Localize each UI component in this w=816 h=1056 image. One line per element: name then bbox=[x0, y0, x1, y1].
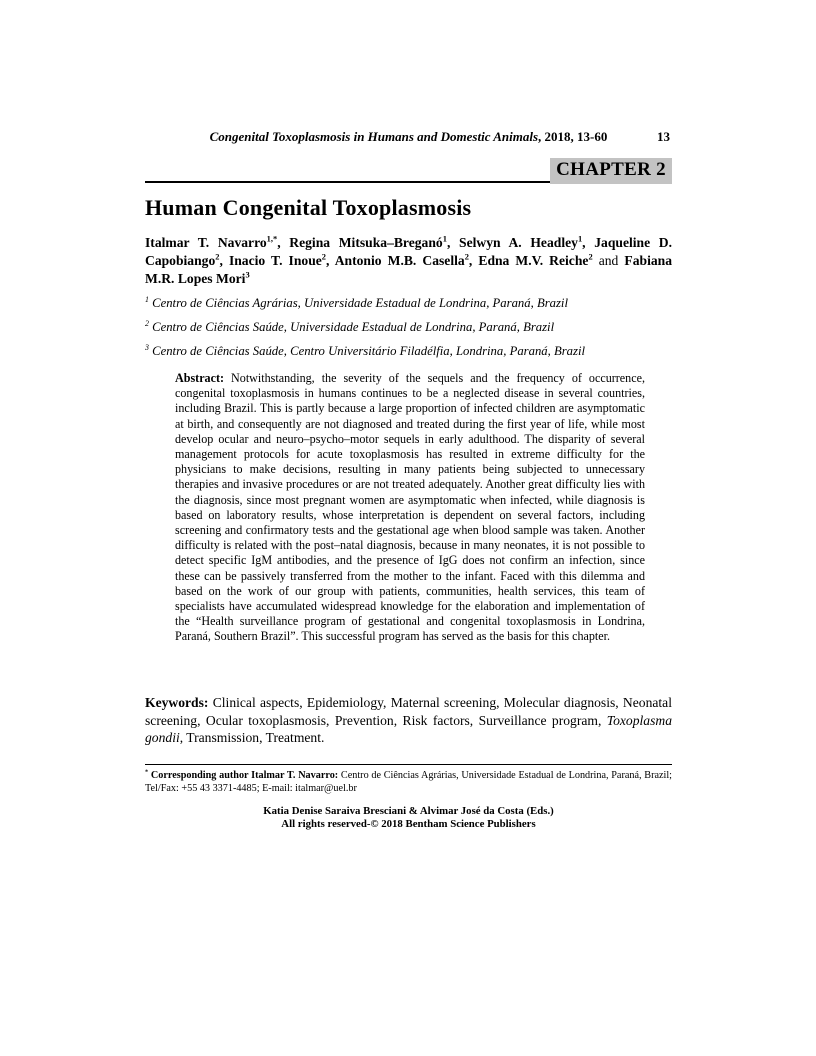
author-affiliation-sup: 3 bbox=[245, 269, 250, 280]
keywords-italic-term: Toxoplasma gondii bbox=[145, 712, 672, 746]
running-head bbox=[145, 129, 672, 145]
affiliation-sup: 1 bbox=[145, 294, 149, 304]
affiliation-sup: 2 bbox=[145, 318, 149, 328]
keywords-part2: , Transmission, Treatment. bbox=[179, 730, 325, 746]
affiliations bbox=[145, 291, 672, 363]
affiliation-line: $^2$ Centro de Ciências Saúde, Universidade Estadual de Londrina, Paraná, Brazil bbox=[145, 318, 555, 334]
author-name: Antonio M.B. Casella bbox=[334, 253, 465, 268]
author-affiliation-sup: 1,* bbox=[266, 233, 278, 244]
authors-line: Italmar T. Navarro$^{1,*}$, Regina Mitsuka–Breganó$^1$, Selwyn A. Headley$^1$, Jaqueline D. Capobiango$^2$, Inacio T. Inoue$^2$, Antonio M.B. Casella$^2$, Edna M.V. Reiche$^2$ and Fabiana M.R. Lopes Mori$^3$ bbox=[145, 233, 673, 286]
page-number: 13 bbox=[657, 129, 670, 144]
header-rule bbox=[145, 155, 672, 183]
author-affiliation-sup: 2 bbox=[321, 251, 327, 262]
footnote-marker: * bbox=[145, 768, 149, 776]
author-affiliation-sup: 2 bbox=[215, 251, 220, 262]
author-name: Selwyn A. Headley bbox=[459, 235, 578, 250]
authors-and-word: and bbox=[592, 253, 625, 268]
author-name: Jaqueline D. Capobiango bbox=[145, 235, 673, 268]
author-name: Edna M.V. Reiche bbox=[478, 253, 589, 268]
author-name: Italmar T. Navarro bbox=[145, 235, 267, 250]
author-affiliation-sup: 2 bbox=[588, 251, 593, 262]
author-affiliation-sup: 1 bbox=[577, 233, 583, 244]
author-name: Fabiana M.R. Lopes Mori bbox=[145, 253, 673, 286]
chapter-title: Human Congenital Toxoplasmosis bbox=[145, 195, 472, 220]
keywords-label: Keywords: bbox=[145, 695, 209, 710]
author-name: Regina Mitsuka–Breganó bbox=[289, 235, 443, 250]
page-content bbox=[145, 0, 672, 1056]
footnote-rule bbox=[145, 764, 672, 765]
abstract bbox=[175, 371, 645, 645]
author-affiliation-sup: 1 bbox=[442, 233, 447, 244]
running-head-suffix: , 2018, 13-60 bbox=[538, 129, 608, 144]
affiliation-line: $^1$ Centro de Ciências Agrárias, Universidade Estadual de Londrina, Paraná, Brazil bbox=[145, 294, 568, 310]
author-affiliation-sup: 2 bbox=[464, 251, 469, 262]
footnote-text: Centro de Ciências Agrárias, Universidade Estadual de Londrina, Paraná, Brazil; Tel/Fax: +55 43 3371-4485; E-mail: italmar@uel.br bbox=[145, 770, 672, 794]
footer-rights: All rights reserved-© 2018 Bentham Science Publishers bbox=[281, 817, 536, 830]
abstract-label: Abstract: bbox=[175, 371, 225, 385]
author-name: Inacio T. Inoue bbox=[228, 253, 322, 268]
keywords-part1: Clinical aspects, Epidemiology, Maternal screening, Molecular diagnosis, Neonatal screening, Ocular toxoplasmosis, Prevention, Risk factors, Surveillance program, bbox=[145, 695, 672, 728]
chapter-box: CHAPTER 2 bbox=[550, 158, 672, 184]
affiliation-sup: 3 bbox=[145, 342, 149, 352]
publisher-footer bbox=[145, 805, 672, 830]
corresponding-author-footnote bbox=[145, 769, 672, 795]
abstract-text: Notwithstanding, the severity of the sequels and the frequency of occurrence, congenital toxoplasmosis in humans continues to be a neglected disease in several countries, including Brazil. This is partly because a large proportion of infected children are asymptomatic at birth, and consequently are not diagnosed and treated during the first year of life, while most develop ocular and neuro–psycho–motor sequels in early adulthood. The disparity of several management protocols for acute toxoplasmosis has resulted in extreme difficulty for the physicians to make decisions, resulting in many patients being subjected to unnecessary therapies and invasive procedures or are not treated adequately. Another great difficulty lies with the diagnosis, since most pregnant women are asymptomatic when infected, while diagnosis is based on laboratory results, whose interpretation is dependent on several factors, including screening and confirmatory tests and the gestational age when blood sample was taken. Another difficulty is related with the post–natal diagnosis, because in many neonates, it is not possible to detect specific IgM antibodies, and the presence of IgG does not confirm an infection, since these can be passively transferred from the mother to the infant. Faced with this dilemma and based on the work of our group with patients, communities, health services, this team of specialists have accumulated widespread knowledge for the elaboration and implementation of the “Health surveillance program of gestational and congenital toxoplasmosis in Londrina, Paraná, Southern Brazil”. This successful program has served as the basis for this chapter. bbox=[175, 371, 645, 644]
footnote-bold: Corresponding author Italmar T. Navarro: bbox=[148, 770, 339, 781]
footer-editors: Katia Denise Saraiva Bresciani & Alvimar José da Costa (Eds.) bbox=[263, 805, 554, 817]
keywords bbox=[145, 694, 672, 747]
affiliation-line: $^3$ Centro de Ciências Saúde, Centro Universitário Filadélfia, Londrina, Paraná, Brazil bbox=[145, 342, 585, 358]
running-head-title: Congenital Toxoplasmosis in Humans and Domestic Animals bbox=[209, 129, 539, 144]
